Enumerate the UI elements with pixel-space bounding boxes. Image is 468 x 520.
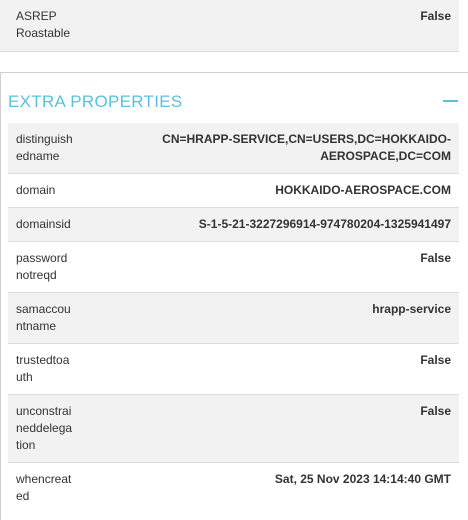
property-value: False [420,353,451,367]
property-row-trustedtoauth [8,344,459,395]
property-key: samaccountname [16,302,71,333]
property-value: hrapp-service [372,302,451,316]
property-row-domain [8,174,459,208]
property-key: unconstraineddelegation [16,404,73,452]
extra-properties-section [0,72,468,520]
property-value: S-1-5-21-3227296914-974780204-1325941497 [198,217,451,231]
section-title: EXTRA PROPERTIES [8,92,183,111]
property-row-asrep-roastable [0,0,459,51]
property-key: domainsid [16,217,71,231]
property-key: passwordnotreqd [16,251,68,282]
property-row-passwordnotreqd [8,242,459,293]
property-key: domain [16,183,56,197]
asrep-roastable-card [0,0,459,52]
extra-properties-header[interactable] [8,91,458,113]
property-value: CN=HRAPP-SERVICE,CN=USERS,DC=HOKKAIDO-AEROSPACE,DC=COM [162,132,451,163]
property-row-samaccountname [8,293,459,344]
property-value: HOKKAIDO-AEROSPACE.COM [275,183,451,197]
property-row-unconstraineddelegation [8,395,459,463]
property-key: whencreated [16,472,72,503]
properties-list [8,123,459,514]
property-value: False [420,9,451,23]
property-row-domainsid [8,208,459,242]
property-key: trustedtoauth [16,353,70,384]
property-row-whencreated [8,463,459,514]
property-value: Sat, 25 Nov 2023 14:14:40 GMT [274,472,451,486]
property-key: distinguishedname [16,132,73,163]
property-row-distinguishedname [8,123,459,174]
property-value: False [420,404,451,418]
minus-icon[interactable] [443,100,458,102]
property-value: False [420,251,451,265]
property-key: ASREP Roastable [16,9,71,40]
